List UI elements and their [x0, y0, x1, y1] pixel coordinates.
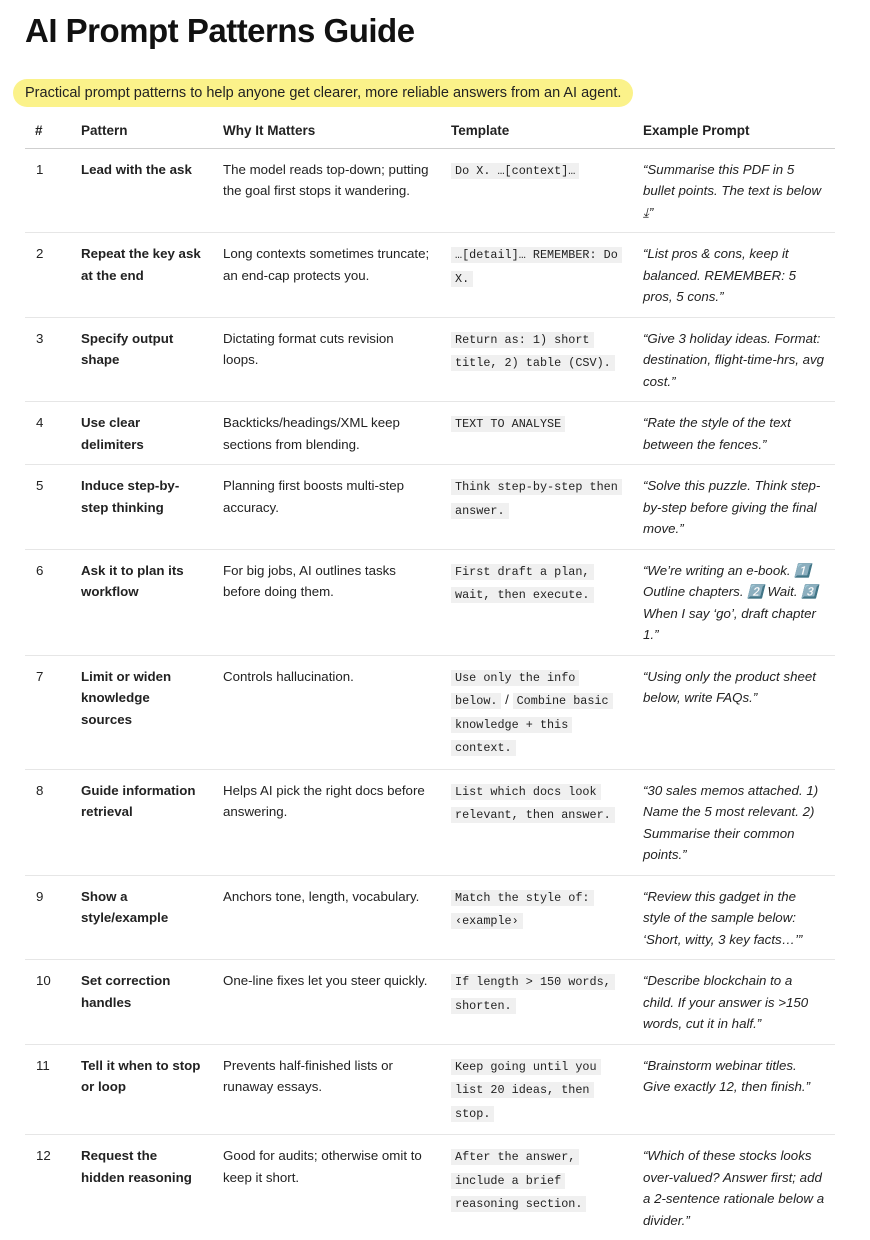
table-row: [25, 465, 835, 550]
template-code: First draft a plan, wait, then execute.: [451, 564, 594, 604]
row-pattern: Limit or widen knowledge sources: [71, 655, 213, 769]
table-row: [25, 769, 835, 875]
row-template: [441, 960, 633, 1045]
row-example: “Give 3 holiday ideas. Format: destination, flight-time-hrs, avg cost.”: [633, 317, 835, 402]
header-template: Template: [441, 114, 633, 148]
page-title: AI Prompt Patterns Guide: [25, 12, 415, 50]
row-example: “Solve this puzzle. Think step-by-step before giving the final move.”: [633, 465, 835, 550]
row-template: [441, 465, 633, 550]
template-code: Return as: 1) short title, 2) table (CSV).: [451, 332, 615, 372]
row-template: [441, 1135, 633, 1240]
header-why: Why It Matters: [213, 114, 441, 148]
subtitle-highlight: Practical prompt patterns to help anyone get clearer, more reliable answers from an AI agent.: [13, 79, 633, 107]
row-template: [441, 317, 633, 402]
row-pattern: Repeat the key ask at the end: [71, 233, 213, 318]
row-why: For big jobs, AI outlines tasks before doing them.: [213, 549, 441, 655]
row-number: 8: [25, 769, 71, 875]
row-pattern: Ask it to plan its workflow: [71, 549, 213, 655]
row-template: [441, 402, 633, 465]
row-number: 10: [25, 960, 71, 1045]
row-example: “Using only the product sheet below, write FAQs.”: [633, 655, 835, 769]
row-template: [441, 1044, 633, 1135]
row-pattern: Show a style/example: [71, 875, 213, 960]
row-number: 11: [25, 1044, 71, 1135]
row-example: “Rate the style of the text between the fences.”: [633, 402, 835, 465]
row-why: The model reads top-down; putting the goal first stops it wandering.: [213, 148, 441, 233]
row-number: 5: [25, 465, 71, 550]
row-example: “Review this gadget in the style of the sample below: ‘Short, witty, 3 key facts…’”: [633, 875, 835, 960]
row-template: [441, 233, 633, 318]
row-why: Helps AI pick the right docs before answering.: [213, 769, 441, 875]
row-pattern: Lead with the ask: [71, 148, 213, 233]
row-why: Backticks/headings/XML keep sections from blending.: [213, 402, 441, 465]
row-pattern: Use clear delimiters: [71, 402, 213, 465]
row-number: 7: [25, 655, 71, 769]
table-row: [25, 233, 835, 318]
row-example: “We’re writing an e-book. 1️⃣ Outline chapters. 2️⃣ Wait. 3️⃣ When I say ‘go’, draft chapter 1.”: [633, 549, 835, 655]
template-code: Combine basic knowledge + this context.: [451, 693, 613, 756]
table-row: [25, 549, 835, 655]
row-pattern: Induce step-by-step thinking: [71, 465, 213, 550]
template-code: List which docs look relevant, then answer.: [451, 784, 615, 824]
row-why: Dictating format cuts revision loops.: [213, 317, 441, 402]
template-code: After the answer, include a brief reasoning section.: [451, 1149, 586, 1212]
row-template: [441, 655, 633, 769]
template-separator: /: [501, 692, 512, 707]
template-code: …[detail]… REMEMBER: Do X.: [451, 247, 622, 287]
row-number: 3: [25, 317, 71, 402]
header-number: #: [25, 114, 71, 148]
row-why: Prevents half-finished lists or runaway essays.: [213, 1044, 441, 1135]
template-code: If length > 150 words, shorten.: [451, 974, 615, 1014]
row-why: Anchors tone, length, vocabulary.: [213, 875, 441, 960]
row-template: [441, 148, 633, 233]
table-row: [25, 148, 835, 233]
row-template: [441, 769, 633, 875]
row-why: Long contexts sometimes truncate; an end-cap protects you.: [213, 233, 441, 318]
table-row: [25, 317, 835, 402]
row-why: Good for audits; otherwise omit to keep it short.: [213, 1135, 441, 1240]
row-example: “30 sales memos attached. 1) Name the 5 most relevant. 2) Summarise their common points.”: [633, 769, 835, 875]
table-row: [25, 1044, 835, 1135]
template-code: Think step-by-step then answer.: [451, 479, 622, 519]
header-example: Example Prompt: [633, 114, 835, 148]
template-code: Use only the info below.: [451, 670, 579, 710]
table-row: [25, 875, 835, 960]
row-why: Controls hallucination.: [213, 655, 441, 769]
row-why: Planning first boosts multi-step accuracy.: [213, 465, 441, 550]
table-header-row: [25, 114, 835, 148]
row-pattern: Guide information retrieval: [71, 769, 213, 875]
row-number: 6: [25, 549, 71, 655]
row-number: 4: [25, 402, 71, 465]
row-number: 12: [25, 1135, 71, 1240]
row-pattern: Request the hidden reasoning: [71, 1135, 213, 1240]
template-code: Match the style of: ‹example›: [451, 890, 594, 930]
row-pattern: Specify output shape: [71, 317, 213, 402]
patterns-table: [25, 114, 835, 1240]
row-example: “Describe blockchain to a child. If your answer is >150 words, cut it in half.”: [633, 960, 835, 1045]
row-number: 2: [25, 233, 71, 318]
row-pattern: Set correction handles: [71, 960, 213, 1045]
row-pattern: Tell it when to stop or loop: [71, 1044, 213, 1135]
table-row: [25, 960, 835, 1045]
row-why: One-line fixes let you steer quickly.: [213, 960, 441, 1045]
row-template: [441, 875, 633, 960]
row-example: “List pros & cons, keep it balanced. REMEMBER: 5 pros, 5 cons.”: [633, 233, 835, 318]
row-template: [441, 549, 633, 655]
template-code: Do X. …[context]…: [451, 163, 579, 179]
row-example: “Brainstorm webinar titles. Give exactly 12, then finish.”: [633, 1044, 835, 1135]
row-number: 9: [25, 875, 71, 960]
row-example: “Summarise this PDF in 5 bullet points. The text is below ⤓”: [633, 148, 835, 233]
row-number: 1: [25, 148, 71, 233]
table-row: [25, 1135, 835, 1240]
template-code: Keep going until you list 20 ideas, then stop.: [451, 1059, 601, 1122]
template-code: TEXT TO ANALYSE: [451, 416, 565, 432]
row-example: “Which of these stocks looks over-valued? Answer first; add a 2-sentence rationale below a divider.”: [633, 1135, 835, 1240]
table-row: [25, 655, 835, 769]
table-row: [25, 402, 835, 465]
header-pattern: Pattern: [71, 114, 213, 148]
